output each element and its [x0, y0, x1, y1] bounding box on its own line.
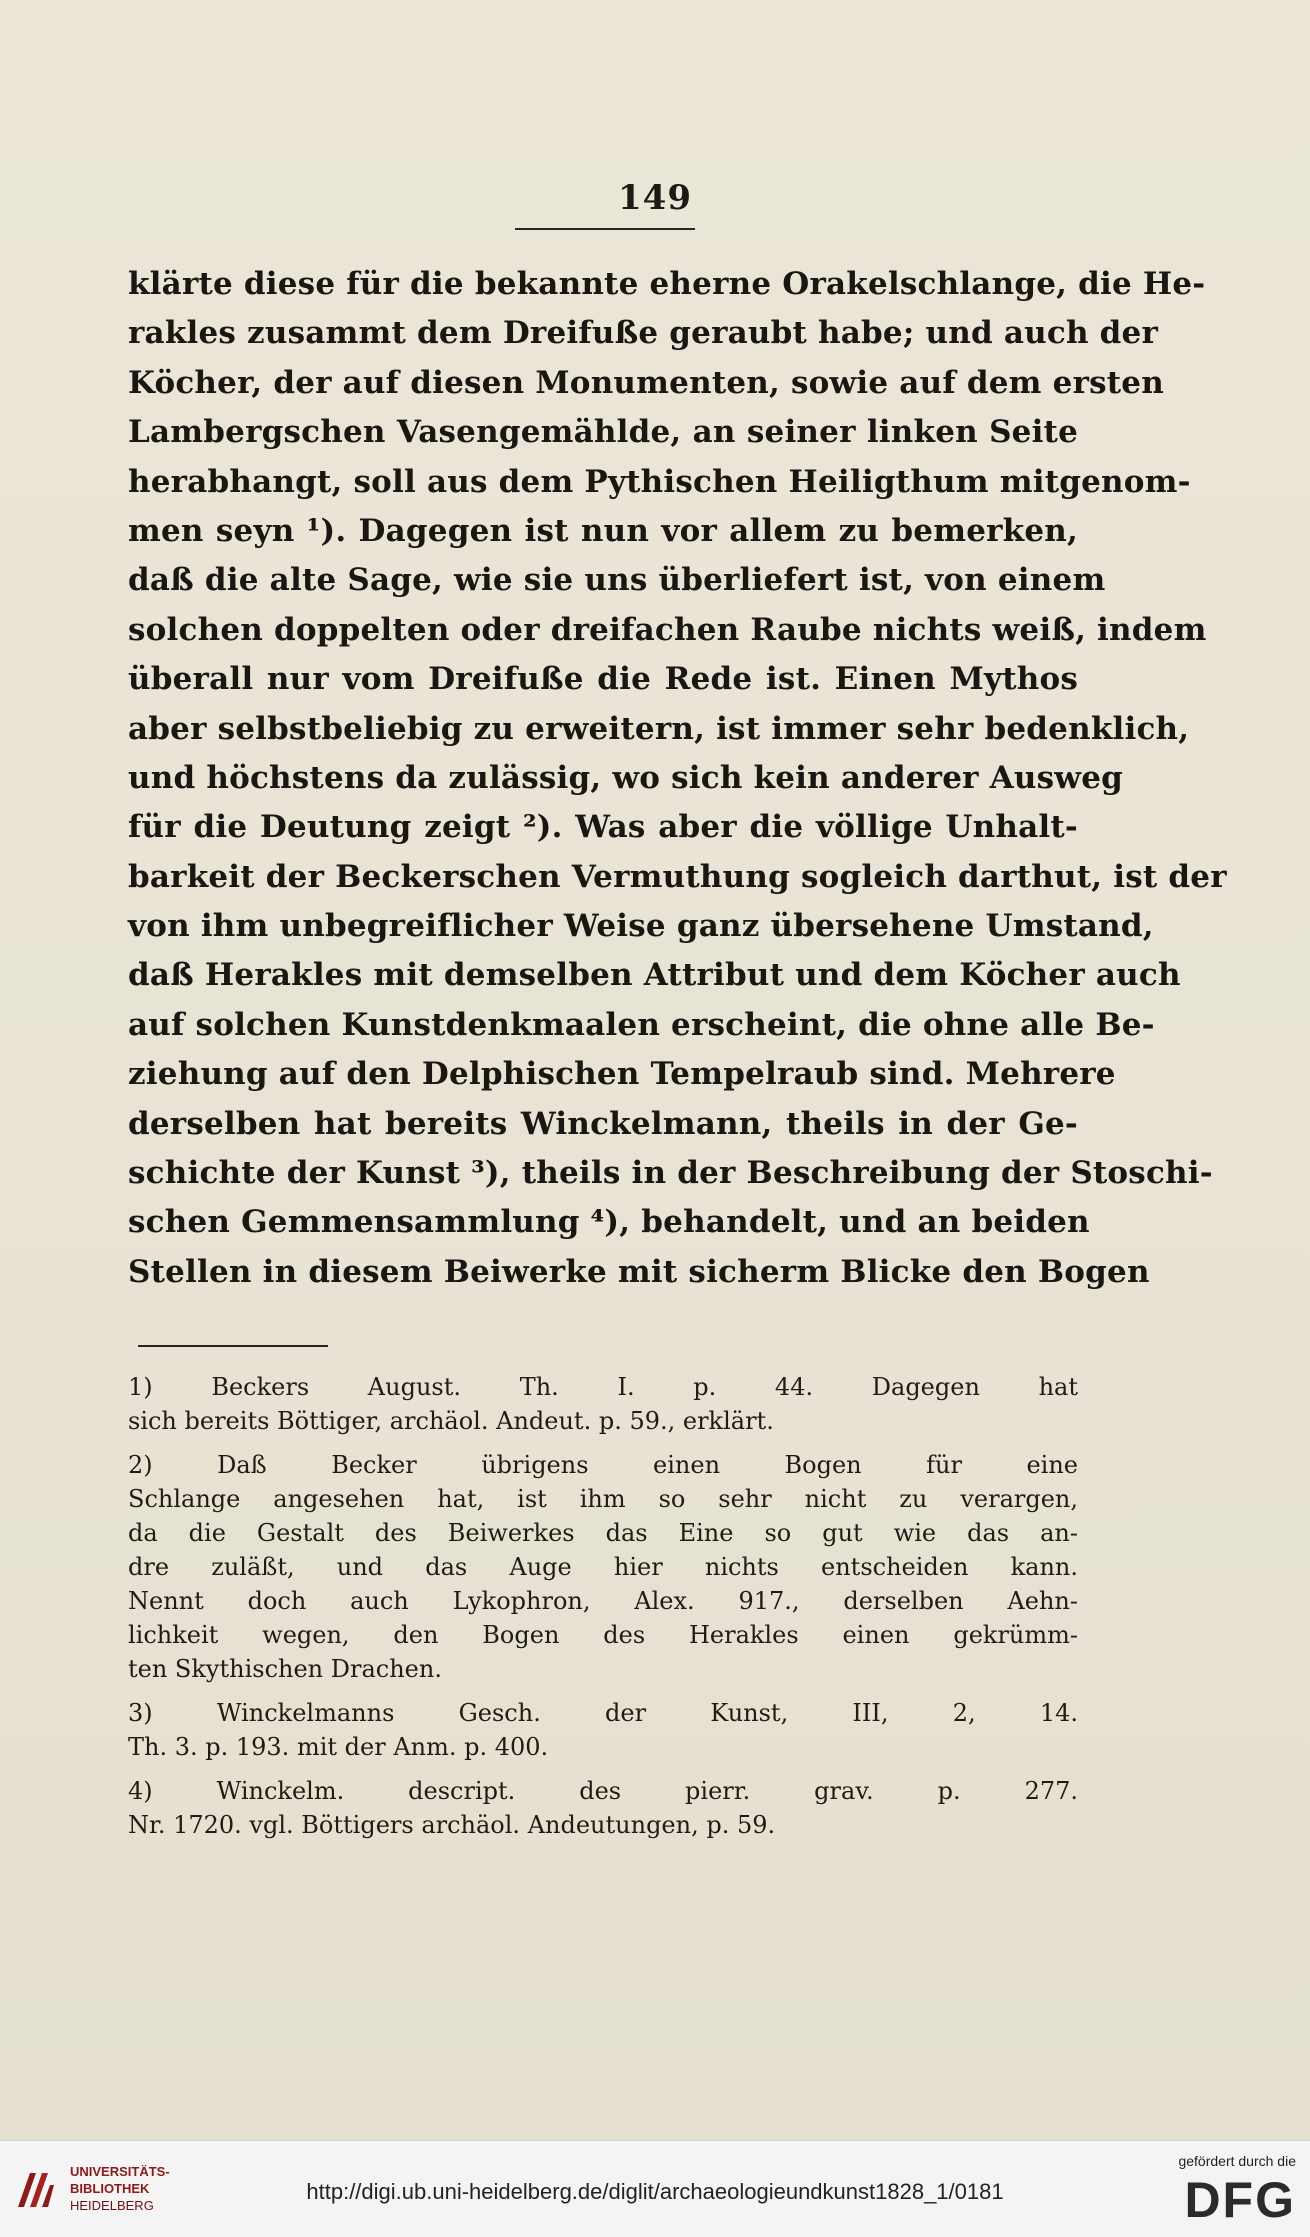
institution-line: BIBLIOTHEK	[70, 2181, 150, 2196]
body-text	[128, 260, 1227, 1297]
text-line: aber selbstbeliebig zu erweitern, ist immer sehr bedenklich,	[128, 710, 1190, 747]
text-line: daß die alte Sage, wie sie uns überliefert ist, von einem	[128, 562, 1106, 599]
footnote-line: lichkeit wegen, den Bogen des Herakles einen gekrümm-	[128, 1621, 1078, 1649]
footnote-line: dre zuläßt, und das Auge hier nichts entscheiden kann.	[128, 1553, 1078, 1581]
text-line: men seyn ¹). Dagegen ist nun vor allem zu bemerken,	[128, 512, 1078, 549]
footnote-line: 1) Beckers August. Th. I. p. 44. Dagegen hat	[128, 1373, 1078, 1401]
footnotes	[128, 1370, 1078, 1842]
footnote-line: sich bereits Böttiger, archäol. Andeut. p. 59., erklärt.	[128, 1407, 774, 1435]
page-url-link[interactable]: http://digi.ub.uni-heidelberg.de/diglit/archaeologieundkunst1828_1/0181	[306, 2179, 1004, 2204]
text-line: daß Herakles mit demselben Attribut und dem Köcher auch	[128, 957, 1181, 994]
text-line: schichte der Kunst ³), theils in der Beschreibung der Stoschi-	[128, 1155, 1213, 1192]
footnote-line: Schlange angesehen hat, ist ihm so sehr nicht zu verargen,	[128, 1485, 1078, 1513]
text-line: für die Deutung zeigt ²). Was aber die völlige Unhalt-	[128, 809, 1078, 846]
text-line: auf solchen Kunstdenkmaalen erscheint, die ohne alle Be-	[128, 1006, 1155, 1043]
text-line: ziehung auf den Delphischen Tempelraub sind. Mehrere	[128, 1056, 1116, 1093]
text-line: derselben hat bereits Winckelmann, theils in der Ge-	[128, 1105, 1078, 1142]
text-line: von ihm unbegreiflicher Weise ganz übersehene Umstand,	[128, 908, 1154, 945]
footnote-line: Nennt doch auch Lykophron, Alex. 917., derselben Aehn-	[128, 1587, 1078, 1615]
text-line: barkeit der Beckerschen Vermuthung sogleich darthut, ist der	[128, 858, 1227, 895]
funding-caption: gefördert durch die	[1178, 2153, 1296, 2169]
footnote-line: 4) Winckelm. descript. des pierr. grav. p. 277.	[128, 1777, 1078, 1805]
footnote-line: Nr. 1720. vgl. Böttigers archäol. Andeutungen, p. 59.	[128, 1811, 776, 1839]
footnote-line: ten Skythischen Drachen.	[128, 1655, 442, 1683]
text-line: solchen doppelten oder dreifachen Raube nichts weiß, indem	[128, 611, 1207, 648]
text-line: Köcher, der auf diesen Monumenten, sowie auf dem ersten	[128, 364, 1164, 401]
text-line: klärte diese für die bekannte eherne Orakelschlange, die He-	[128, 266, 1206, 302]
dfg-logo: DFG	[1184, 2172, 1296, 2228]
institution-line: HEIDELBERG	[70, 2198, 154, 2213]
footnote-line: Th. 3. p. 193. mit der Anm. p. 400.	[128, 1733, 549, 1761]
text-line: schen Gemmensammlung ⁴), behandelt, und an beiden	[128, 1204, 1090, 1241]
text-line: und höchstens da zulässig, wo sich kein anderer Ausweg	[128, 759, 1123, 796]
page-number: 149	[618, 178, 692, 218]
institution-line: UNIVERSITÄTS-	[70, 2164, 170, 2179]
header-rule	[515, 228, 695, 230]
footnote-line: da die Gestalt des Beiwerkes das Eine so gut wie das an-	[128, 1519, 1078, 1547]
viewer-footer	[0, 2140, 1310, 2237]
text-line: überall nur vom Dreifuße die Rede ist. Einen Mythos	[128, 661, 1078, 698]
text-line: Stellen in diesem Beiwerke mit sicherm Blicke den Bogen	[128, 1253, 1150, 1290]
footnote-line: 3) Winckelmanns Gesch. der Kunst, III, 2, 14.	[128, 1699, 1078, 1727]
footnote-line: 2) Daß Becker übrigens einen Bogen für eine	[128, 1451, 1078, 1479]
text-line: herabhangt, soll aus dem Pythischen Heiligthum mitgenom-	[128, 463, 1191, 500]
footnote-rule	[138, 1345, 328, 1347]
text-line: Lambergschen Vasengemählde, an seiner linken Seite	[128, 414, 1078, 451]
text-line: rakles zusammt dem Dreifuße geraubt habe; und auch der	[128, 315, 1159, 352]
